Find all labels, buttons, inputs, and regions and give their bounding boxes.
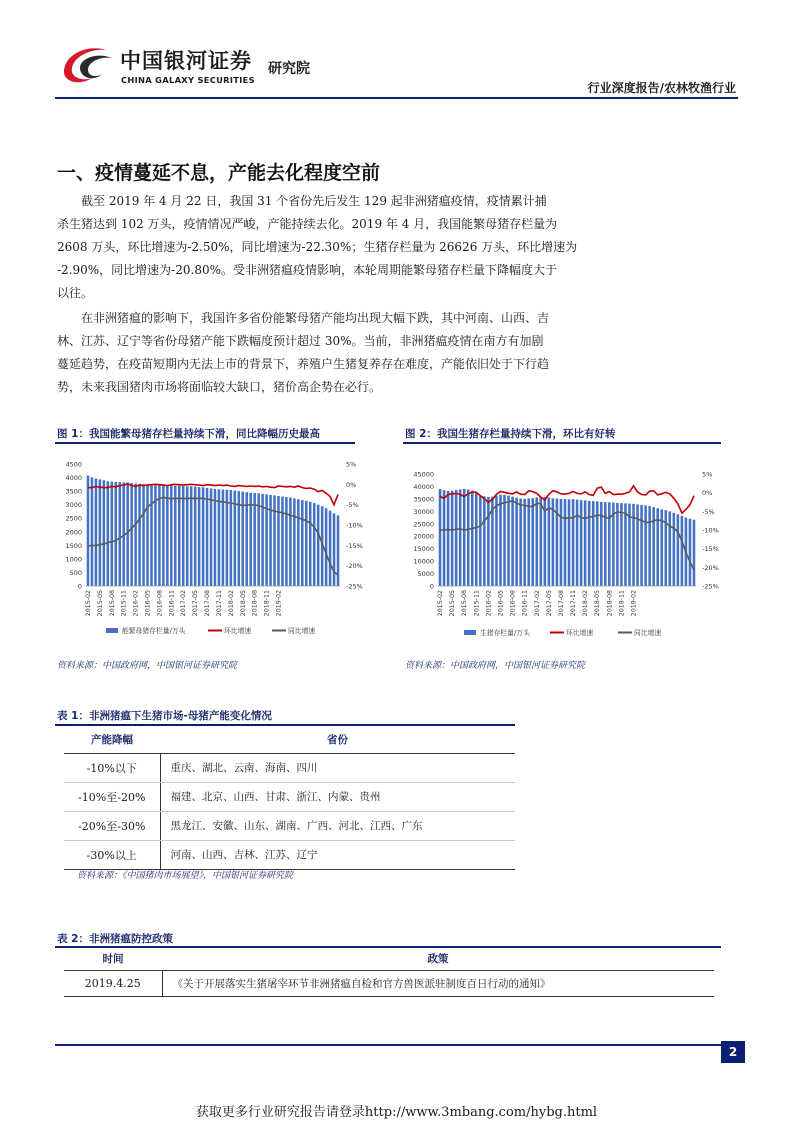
bar (202, 487, 205, 586)
x-axis-tick-label: 2016-05 (497, 590, 505, 617)
bar (636, 504, 639, 586)
bar (552, 498, 555, 586)
table-cell-policy: 《关于开展落实生猪屠宰环节非洲猪瘟自检和官方兽医派驻制度百日行动的通知》 (162, 970, 714, 996)
y-axis-tick-label: 1000 (65, 555, 82, 564)
bar (467, 490, 470, 586)
bar (471, 491, 474, 586)
bar (689, 519, 692, 586)
bar (87, 476, 90, 586)
x-axis-tick-label: 2018-02 (227, 590, 235, 617)
bar (222, 489, 225, 586)
brand-name-en: CHINA GALAXY SECURITIES (121, 75, 255, 85)
x-axis-tick-label: 2015-02 (84, 590, 92, 617)
bar (325, 508, 328, 586)
y2-axis-tick-label: -10% (346, 521, 363, 530)
bar (99, 479, 102, 586)
x-axis-tick-label: 2016-08 (156, 590, 164, 617)
bar (580, 500, 583, 586)
brand-name-cn: 中国银河证券 (120, 49, 252, 73)
y-axis-tick-label: 15000 (413, 545, 434, 554)
x-axis-tick-label: 2017-11 (570, 590, 578, 617)
bar (103, 480, 106, 586)
y2-axis-tick-label: -15% (702, 545, 719, 554)
bar (253, 493, 256, 586)
x-axis-tick-label: 2018-02 (582, 590, 590, 617)
table-cell-date: 2019.4.25 (64, 970, 162, 996)
table-header-row (64, 727, 515, 753)
x-axis-tick-label: 2017-02 (533, 590, 541, 617)
bar (337, 515, 340, 586)
y-axis-tick-label: 30000 (413, 507, 434, 516)
bar (620, 503, 623, 586)
bar (451, 491, 454, 586)
figure2-caption: 图 2：我国生猪存栏量持续下滑，环比有好转 (405, 428, 616, 440)
figure2-rule (403, 442, 721, 444)
policy-table (64, 948, 714, 997)
x-axis-tick-label: 2017-05 (192, 590, 200, 617)
bar (632, 504, 635, 586)
series-line-mom (88, 484, 338, 505)
x-axis-tick-label: 2018-05 (594, 590, 602, 617)
y-axis-tick-label: 20000 (413, 532, 434, 541)
bar (214, 489, 217, 586)
bar (313, 503, 316, 586)
bar (548, 498, 551, 586)
bar (515, 498, 518, 586)
figure2-chart (400, 448, 722, 648)
footer-divider (55, 1044, 721, 1046)
x-axis-tick-label: 2017-08 (557, 590, 565, 617)
y-axis-tick-label: 1500 (65, 541, 82, 550)
bar (527, 498, 530, 586)
y-axis-tick-label: 500 (69, 568, 82, 577)
bar (677, 514, 680, 586)
table-row (64, 782, 515, 811)
bar (166, 485, 169, 586)
table-row (64, 753, 515, 782)
bar (281, 497, 284, 586)
bar (293, 498, 296, 586)
y-axis-tick-label: 40000 (413, 482, 434, 491)
table-cell-provinces: 河南、山西、吉林、江苏、辽宁 (160, 840, 515, 869)
download-link-text[interactable]: 获取更多行业研究报告请登录http://www.3mbang.com/hybg.html (195, 1105, 598, 1120)
y2-axis-tick-label: 5% (702, 470, 713, 479)
table-row (64, 840, 515, 869)
x-axis-tick-label: 2018-11 (263, 590, 271, 617)
y-axis-tick-label: 25000 (413, 520, 434, 529)
bar (138, 484, 141, 586)
bar (206, 488, 209, 586)
report-type-label: 行业深度报告/农林牧渔行业 (587, 81, 736, 95)
y2-axis-tick-label: 5% (346, 460, 357, 469)
x-axis-tick-label: 2016-11 (168, 590, 176, 617)
figure2-source: 资料来源：中国政府网，中国银河证券研究院 (405, 661, 586, 671)
bar (588, 501, 591, 586)
bar (640, 505, 643, 586)
bar (230, 490, 233, 586)
x-axis-tick-label: 2015-11 (120, 590, 128, 617)
y2-axis-tick-label: -25% (346, 582, 363, 591)
header-divider (55, 97, 738, 99)
bar (170, 485, 173, 586)
x-axis-tick-label: 2015-11 (473, 590, 481, 617)
y-axis-tick-label: 3000 (65, 501, 82, 510)
bar (182, 486, 185, 586)
figure1-rule (55, 442, 355, 444)
legend-label: 环比增速 (224, 627, 252, 635)
x-axis-tick-label: 2015-05 (96, 590, 104, 617)
bar (249, 493, 252, 586)
table-cell-drop: -20%至-30% (64, 811, 160, 840)
bar (198, 487, 201, 586)
bar (285, 497, 288, 586)
paragraph-line: 在非洲猪瘟的影响下，我国许多省份能繁母猪产能均出现大幅下跌，其中河南、山西、吉 (81, 311, 550, 325)
y-axis-tick-label: 5000 (417, 570, 434, 579)
bar (190, 486, 193, 586)
bar (301, 500, 304, 586)
bar (652, 507, 655, 586)
bar (693, 520, 696, 586)
bar (114, 482, 117, 586)
x-axis-tick-label: 2017-11 (215, 590, 223, 617)
bar (178, 486, 181, 586)
paragraph-line: 截至 2019 年 4 月 22 日，我国 31 个省份先后发生 129 起非洲猪瘟疫情，疫情累计捕 (81, 194, 547, 208)
y2-axis-tick-label: -15% (346, 541, 363, 550)
table-cell-drop: -10%至-20% (64, 782, 160, 811)
bar (644, 505, 647, 586)
x-axis-tick-label: 2019-02 (630, 590, 638, 617)
y-axis-tick-label: 45000 (413, 470, 434, 479)
bar (142, 484, 145, 586)
bar (596, 501, 599, 586)
bar (289, 498, 292, 586)
bar (519, 499, 522, 586)
paragraph-line: 以往。 (57, 286, 94, 300)
bar (158, 485, 161, 586)
bar (455, 490, 458, 586)
bar (483, 496, 486, 586)
legend-swatch (106, 628, 118, 633)
bar (447, 491, 450, 586)
bar (118, 482, 121, 586)
bar (507, 496, 510, 586)
y-axis-tick-label: 2500 (65, 514, 82, 523)
x-axis-tick-label: 2018-08 (251, 590, 259, 617)
bar (600, 502, 603, 586)
page-number: 2 (721, 1041, 745, 1063)
bar (305, 501, 308, 586)
bar (273, 495, 276, 586)
bar (511, 497, 514, 586)
legend-label: 生猪存栏量/万头 (480, 629, 530, 637)
x-axis-tick-label: 2017-08 (204, 590, 212, 617)
bar (648, 506, 651, 586)
brand-institute: 研究院 (268, 61, 310, 77)
bar (245, 492, 248, 586)
capacity-table (64, 727, 515, 870)
table-header-cell: 产能降幅 (64, 727, 160, 753)
paragraph-1 (57, 190, 603, 305)
bar (218, 489, 221, 586)
bar (107, 481, 110, 586)
bar (673, 513, 676, 586)
bar (624, 503, 627, 586)
y-axis-tick-label: 0 (429, 582, 434, 591)
bar (277, 496, 280, 586)
bar (495, 496, 498, 586)
bar (269, 495, 272, 586)
bar (150, 484, 153, 586)
y-axis-tick-label: 3500 (65, 487, 82, 496)
x-axis-tick-label: 2016-08 (509, 590, 517, 617)
table-cell-provinces: 重庆、湖北、云南、海南、四川 (160, 753, 515, 782)
bar (210, 488, 213, 586)
legend-label: 同比增速 (288, 627, 316, 635)
y-axis-tick-label: 2000 (65, 528, 82, 537)
bar (329, 511, 332, 586)
bar (162, 485, 165, 586)
galaxy-logo-icon (58, 42, 114, 86)
bar (681, 516, 684, 586)
paragraph-2 (57, 307, 603, 399)
x-axis-tick-label: 2018-08 (606, 590, 614, 617)
bar (111, 482, 114, 586)
y2-axis-tick-label: -5% (346, 501, 359, 510)
y-axis-tick-label: 4500 (65, 460, 82, 469)
paragraph-line: 势，未来我国猪肉市场将面临较大缺口，猪价高企势在必行。 (57, 380, 382, 394)
bar (531, 498, 534, 586)
table1-rule (55, 724, 515, 726)
bar (463, 489, 466, 586)
series-line-yoy (440, 501, 694, 570)
x-axis-tick-label: 2018-11 (618, 590, 626, 617)
bar (540, 497, 543, 586)
bar (475, 493, 478, 586)
x-axis-tick-label: 2016-02 (485, 590, 493, 617)
legend-label: 同比增速 (634, 629, 662, 637)
bar (487, 497, 490, 586)
table-cell-provinces: 福建、北京、山西、甘肃、浙江、内蒙、贵州 (160, 782, 515, 811)
table-cell-drop: -30%以上 (64, 840, 160, 869)
y-axis-tick-label: 4000 (65, 474, 82, 483)
bar (479, 495, 482, 586)
x-axis-tick-label: 2019-02 (275, 590, 283, 617)
bar (174, 486, 177, 586)
bar (297, 499, 300, 586)
paragraph-line: 蔓延趋势，在疫苗短期内无法上市的背景下，养殖户生猪复养存在难度，产能依旧处于下行趋 (57, 357, 550, 371)
legend-swatch (464, 630, 476, 635)
bar (669, 511, 672, 586)
bar (126, 482, 129, 586)
legend-label: 能繁母猪存栏量/万头 (122, 627, 186, 635)
table-header-cell: 省份 (160, 727, 515, 753)
table-header-cell: 政策 (162, 948, 714, 970)
bar (604, 502, 607, 586)
table-row (64, 970, 714, 996)
y-axis-tick-label: 10000 (413, 557, 434, 566)
paragraph-line: 2608 万头，环比增速为-2.50%，同比增速为-22.30%；生猪存栏量为 26626 万头，环比增速为 (57, 240, 578, 254)
bar (95, 478, 98, 586)
bar (443, 490, 446, 586)
series-line-yoy (88, 497, 338, 575)
paragraph-line: -2.90%，同比增速为-20.80%。受非洲猪瘟疫情影响，本轮周期能繁母猪存栏量下降幅度大于 (57, 263, 557, 277)
y-axis-tick-label: 0 (77, 582, 82, 591)
bar (134, 484, 137, 586)
table-header-cell: 时间 (64, 948, 162, 970)
bar (576, 500, 579, 586)
y2-axis-tick-label: 0% (346, 480, 357, 489)
bar (459, 489, 462, 586)
x-axis-tick-label: 2015-05 (449, 590, 457, 617)
y2-axis-tick-label: -20% (346, 562, 363, 571)
x-axis-tick-label: 2015-02 (437, 590, 445, 617)
bar (146, 484, 149, 586)
bar (439, 489, 442, 586)
x-axis-tick-label: 2016-02 (132, 590, 140, 617)
x-axis-tick-label: 2015-08 (461, 590, 469, 617)
bar (130, 483, 133, 586)
table-cell-drop: -10%以下 (64, 753, 160, 782)
bar (584, 500, 587, 586)
bar (333, 513, 336, 586)
legend-label: 环比增速 (566, 629, 594, 637)
bar (91, 477, 94, 586)
bar (257, 493, 260, 586)
bar (535, 497, 538, 586)
section-title: 一、疫情蔓延不息，产能去化程度空前 (57, 162, 381, 184)
x-axis-tick-label: 2016-11 (521, 590, 529, 617)
bar (608, 502, 611, 586)
bar (592, 501, 595, 586)
y2-axis-tick-label: -5% (702, 507, 715, 516)
bar (317, 505, 320, 586)
figure1-chart (50, 448, 365, 648)
x-axis-tick-label: 2017-05 (545, 590, 553, 617)
x-axis-tick-label: 2015-08 (108, 590, 116, 617)
x-axis-tick-label: 2016-05 (144, 590, 152, 617)
bar (564, 499, 567, 586)
paragraph-line: 杀生猪达到 102 万头，疫情情况严峻，产能持续去化。2019 年 4 月，我国能繁母猪存栏量为 (57, 217, 558, 231)
table1-source: 资料来源：《中国猪肉市场展望》，中国银河证券研究院 (77, 871, 294, 881)
paragraph-line: 林、江苏、辽宁等省份母猪产能下跌幅度预计超过 30%。当前，非洲猪瘟疫情在南方有加剧 (57, 334, 544, 348)
x-axis-tick-label: 2018-05 (239, 590, 247, 617)
table-header-row (64, 948, 714, 970)
y2-axis-tick-label: 0% (702, 489, 713, 498)
bar (523, 499, 526, 586)
y-axis-tick-label: 35000 (413, 495, 434, 504)
bar (568, 499, 571, 586)
bar (572, 499, 575, 586)
series-line-mom (440, 486, 694, 513)
bar (503, 495, 506, 586)
bar (309, 502, 312, 586)
table2-caption: 表 2：非洲猪瘟防控政策 (57, 933, 173, 945)
bar (499, 495, 502, 586)
bar (560, 499, 563, 586)
bar (194, 487, 197, 586)
table1-caption: 表 1：非洲猪瘟下生猪市场-母猪产能变化情况 (57, 710, 272, 722)
bar (186, 486, 189, 586)
figure1-source: 资料来源：中国政府网，中国银河证券研究院 (57, 661, 238, 671)
y2-axis-tick-label: -20% (702, 563, 719, 572)
x-axis-tick-label: 2017-02 (180, 590, 188, 617)
table-cell-provinces: 黑龙江、安徽、山东、湖南、广西、河北、江西、广东 (160, 811, 515, 840)
bar (616, 503, 619, 586)
bar (226, 490, 229, 586)
y2-axis-tick-label: -25% (702, 582, 719, 591)
table-row (64, 811, 515, 840)
figure1-caption: 图 1：我国能繁母猪存栏量持续下滑，同比降幅历史最高 (57, 428, 320, 440)
y2-axis-tick-label: -10% (702, 526, 719, 535)
